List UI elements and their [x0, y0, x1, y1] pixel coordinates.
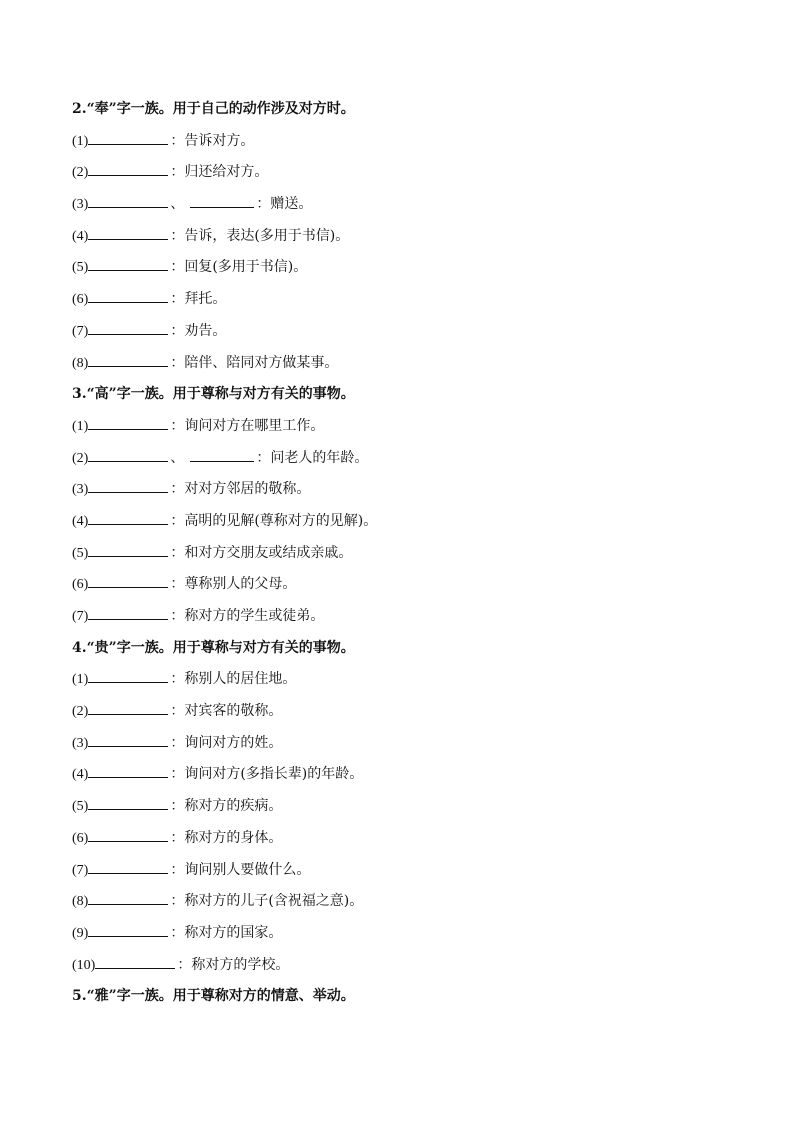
- item-number: (7): [72, 323, 89, 339]
- question-item: [72, 950, 732, 982]
- item-definition: ：告诉，表达(多用于书信)。: [170, 227, 350, 244]
- item-definition: ：拜托。: [170, 291, 227, 308]
- item-number: (5): [72, 799, 89, 815]
- question-item: [72, 696, 732, 728]
- question-item: [72, 252, 732, 284]
- item-definition: ：赠送。: [256, 196, 313, 213]
- question-item: [72, 348, 732, 380]
- question-item: [72, 538, 732, 570]
- item-number: (8): [72, 894, 89, 910]
- question-item: [72, 221, 732, 253]
- answer-blank[interactable]: [88, 449, 168, 462]
- item-definition: ：高明的见解(尊称对方的见解)。: [170, 512, 378, 529]
- item-number: (6): [72, 830, 89, 846]
- item-definition: ：对宾客的敬称。: [170, 703, 283, 720]
- answer-blank[interactable]: [88, 512, 168, 525]
- worksheet-page: [72, 94, 732, 1013]
- answer-blank[interactable]: [88, 544, 168, 557]
- section-heading: 3.“高”字一族。用于尊称与对方有关的事物。: [72, 386, 355, 403]
- item-number: (2): [72, 165, 89, 181]
- answer-blank[interactable]: [88, 734, 168, 747]
- question-item: [72, 316, 732, 348]
- item-definition: ：问老人的年龄。: [256, 449, 369, 466]
- answer-blank[interactable]: [88, 892, 168, 905]
- answer-blank[interactable]: [88, 417, 168, 430]
- answer-blank[interactable]: [88, 132, 168, 145]
- item-number: (1): [72, 672, 89, 688]
- answer-blank[interactable]: [88, 670, 168, 683]
- answer-blank[interactable]: [88, 829, 168, 842]
- answer-blank[interactable]: [88, 163, 168, 176]
- item-definition: ：称对方的儿子(含祝福之意)。: [170, 893, 364, 910]
- item-definition: ：尊称别人的父母。: [170, 576, 297, 593]
- item-definition: ：称对方的身体。: [170, 829, 283, 846]
- answer-blank-second[interactable]: [190, 449, 254, 462]
- item-definition: ：询问对方在哪里工作。: [170, 417, 325, 434]
- item-number: (7): [72, 862, 89, 878]
- answer-blank[interactable]: [88, 195, 168, 208]
- item-number: (5): [72, 545, 89, 561]
- item-number: (1): [72, 418, 89, 434]
- item-number: (8): [72, 355, 89, 371]
- answer-blank[interactable]: [88, 765, 168, 778]
- item-number: (5): [72, 260, 89, 276]
- answer-blank[interactable]: [88, 861, 168, 874]
- answer-blank[interactable]: [95, 956, 175, 969]
- question-item: [72, 474, 732, 506]
- question-item: [72, 918, 732, 950]
- question-item: [72, 791, 732, 823]
- item-definition: ：称对方的学生或徒弟。: [170, 608, 325, 624]
- item-definition: ：询问对方的姓。: [170, 734, 283, 751]
- blank-separator: 、: [170, 196, 185, 213]
- question-item: [72, 855, 732, 887]
- item-number: (6): [72, 577, 89, 593]
- item-number: (10): [72, 957, 96, 973]
- question-item: [72, 728, 732, 760]
- answer-blank[interactable]: [88, 575, 168, 588]
- question-item: [72, 759, 732, 791]
- answer-blank[interactable]: [88, 290, 168, 303]
- question-item: [72, 126, 732, 158]
- item-definition: ：称对方的疾病。: [170, 798, 283, 815]
- section-heading: 4.“贵”字一族。用于尊称与对方有关的事物。: [72, 639, 355, 656]
- item-definition: ：劝告。: [170, 322, 227, 339]
- item-definition: ：和对方交朋友或结成亲戚。: [170, 544, 353, 561]
- item-definition: ：归还给对方。: [170, 164, 269, 181]
- item-number: (3): [72, 197, 89, 213]
- question-item: [72, 664, 732, 696]
- item-number: (1): [72, 133, 89, 149]
- item-definition: ：告诉对方。: [170, 132, 255, 149]
- item-number: (9): [72, 925, 89, 941]
- question-item: [72, 443, 732, 475]
- answer-blank[interactable]: [88, 227, 168, 240]
- item-number: (4): [72, 228, 89, 244]
- item-number: (4): [72, 513, 89, 529]
- question-item: [72, 189, 732, 221]
- item-number: (3): [72, 482, 89, 498]
- item-definition: ：询问对方(多指长辈)的年龄。: [170, 766, 364, 783]
- item-definition: ：陪伴、陪同对方做某事。: [170, 354, 339, 371]
- question-item: [72, 157, 732, 189]
- item-number: (2): [72, 450, 89, 466]
- answer-blank-second[interactable]: [190, 195, 254, 208]
- item-definition: ：回复(多用于书信)。: [170, 259, 308, 276]
- answer-blank[interactable]: [88, 702, 168, 715]
- section-heading: 5.“雅”字一族。用于尊称对方的情意、举动。: [72, 988, 355, 1005]
- blank-separator: 、: [170, 449, 185, 466]
- question-item: [72, 284, 732, 316]
- item-definition: ：对对方邻居的敬称。: [170, 481, 311, 498]
- item-definition: ：称对方的学校。: [177, 956, 290, 973]
- answer-blank[interactable]: [88, 797, 168, 810]
- question-item: [72, 886, 732, 918]
- answer-blank[interactable]: [88, 924, 168, 937]
- question-item: [72, 411, 732, 443]
- answer-blank[interactable]: [88, 322, 168, 335]
- item-definition: ：称别人的居住地。: [170, 671, 297, 688]
- answer-blank[interactable]: [88, 354, 168, 367]
- question-item: [72, 823, 732, 855]
- item-number: (7): [72, 609, 89, 624]
- question-item: [72, 601, 732, 633]
- section-heading: 2.“奉”字一族。用于自己的动作涉及对方时。: [72, 101, 355, 117]
- question-item: [72, 569, 732, 601]
- item-definition: ：询问别人要做什么。: [170, 861, 311, 878]
- answer-blank[interactable]: [88, 480, 168, 493]
- item-number: (6): [72, 292, 89, 308]
- item-definition: ：称对方的国家。: [170, 924, 283, 941]
- question-item: [72, 506, 732, 538]
- answer-blank[interactable]: [88, 258, 168, 271]
- item-number: (3): [72, 735, 89, 751]
- item-number: (2): [72, 704, 89, 720]
- answer-blank[interactable]: [88, 607, 168, 620]
- item-number: (4): [72, 767, 89, 783]
